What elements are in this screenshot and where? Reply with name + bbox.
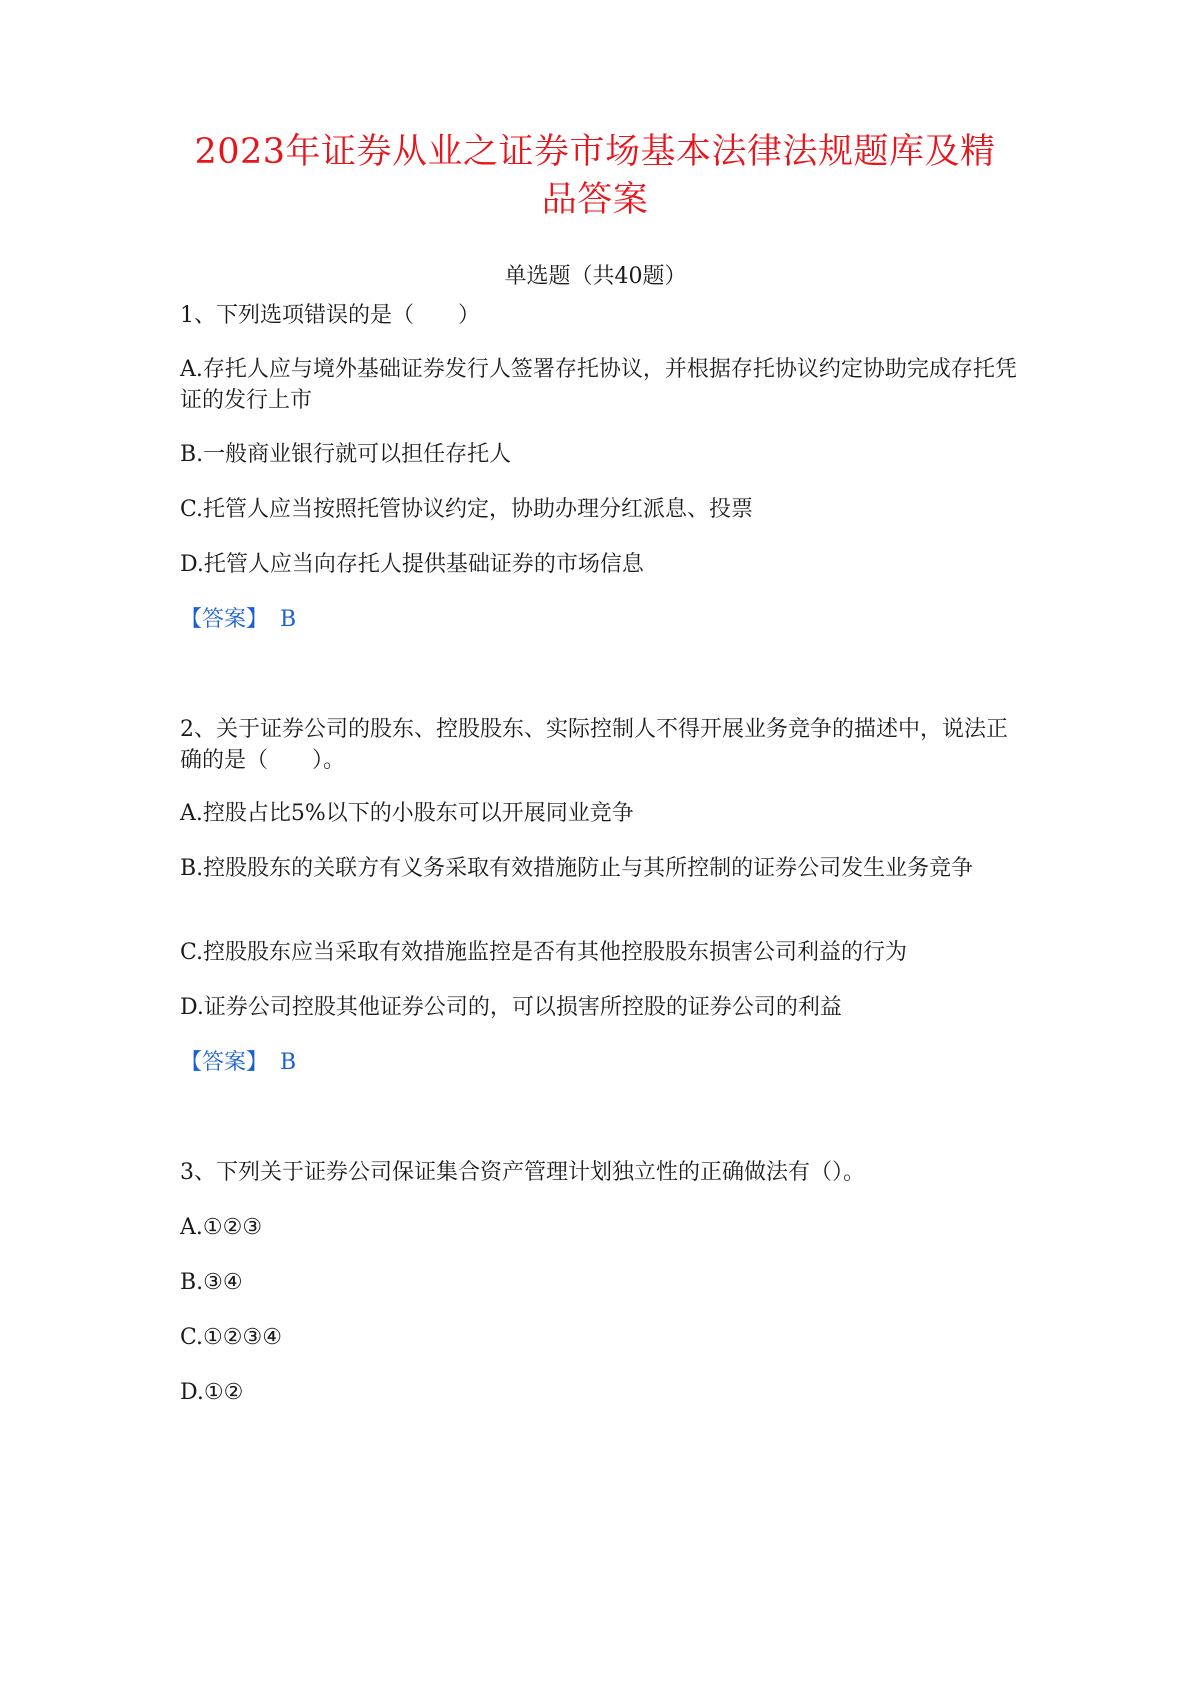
question-option: D.托管人应当向存托人提供基础证券的市场信息 — [180, 552, 644, 577]
section-heading: 单选题（共40题） — [504, 264, 687, 289]
document-title: 2023年证券从业之证券市场基本法律法规题库及精品答案 — [194, 132, 996, 220]
question-option: C.托管人应当按照托管协议约定，协助办理分红派息、投票 — [180, 497, 754, 522]
question-stem: 2、关于证券公司的股东、控股股东、实际控制人不得开展业务竞争的描述中，说法正确的是（ ）。 — [180, 717, 1008, 773]
answer-label: 【答案】 — [180, 1050, 269, 1075]
answer-label: 【答案】 — [180, 607, 269, 632]
question-option: B.一般商业银行就可以担任存托人 — [180, 442, 512, 467]
question-option: D.①② — [180, 1380, 244, 1405]
question-option: B.控股股东的关联方有义务采取有效措施防止与其所控制的证券公司发生业务竞争 — [180, 856, 974, 881]
answer-line — [180, 605, 296, 635]
question-option: A.①②③ — [180, 1215, 263, 1240]
question-stem: 3、下列关于证券公司保证集合资产管理计划独立性的正确做法有（）。 — [180, 1160, 865, 1185]
question-stem: 1、下列选项错误的是（ ） — [180, 303, 480, 328]
question-option: D.证券公司控股其他证券公司的，可以损害所控股的证券公司的利益 — [180, 995, 842, 1020]
question-option: C.控股股东应当采取有效措施监控是否有其他控股股东损害公司利益的行为 — [180, 940, 908, 965]
answer-value: B — [280, 607, 297, 632]
answer-line — [180, 1048, 296, 1078]
question-option: A.存托人应与境外基础证券发行人签署存托协议，并根据存托协议约定协助完成存托凭证的发行上市 — [180, 357, 1017, 413]
question-option: A.控股占比5%以下的小股东可以开展同业竞争 — [180, 801, 634, 826]
answer-value: B — [280, 1050, 297, 1075]
question-option: C.①②③④ — [180, 1325, 282, 1350]
question-option: B.③④ — [180, 1270, 243, 1295]
